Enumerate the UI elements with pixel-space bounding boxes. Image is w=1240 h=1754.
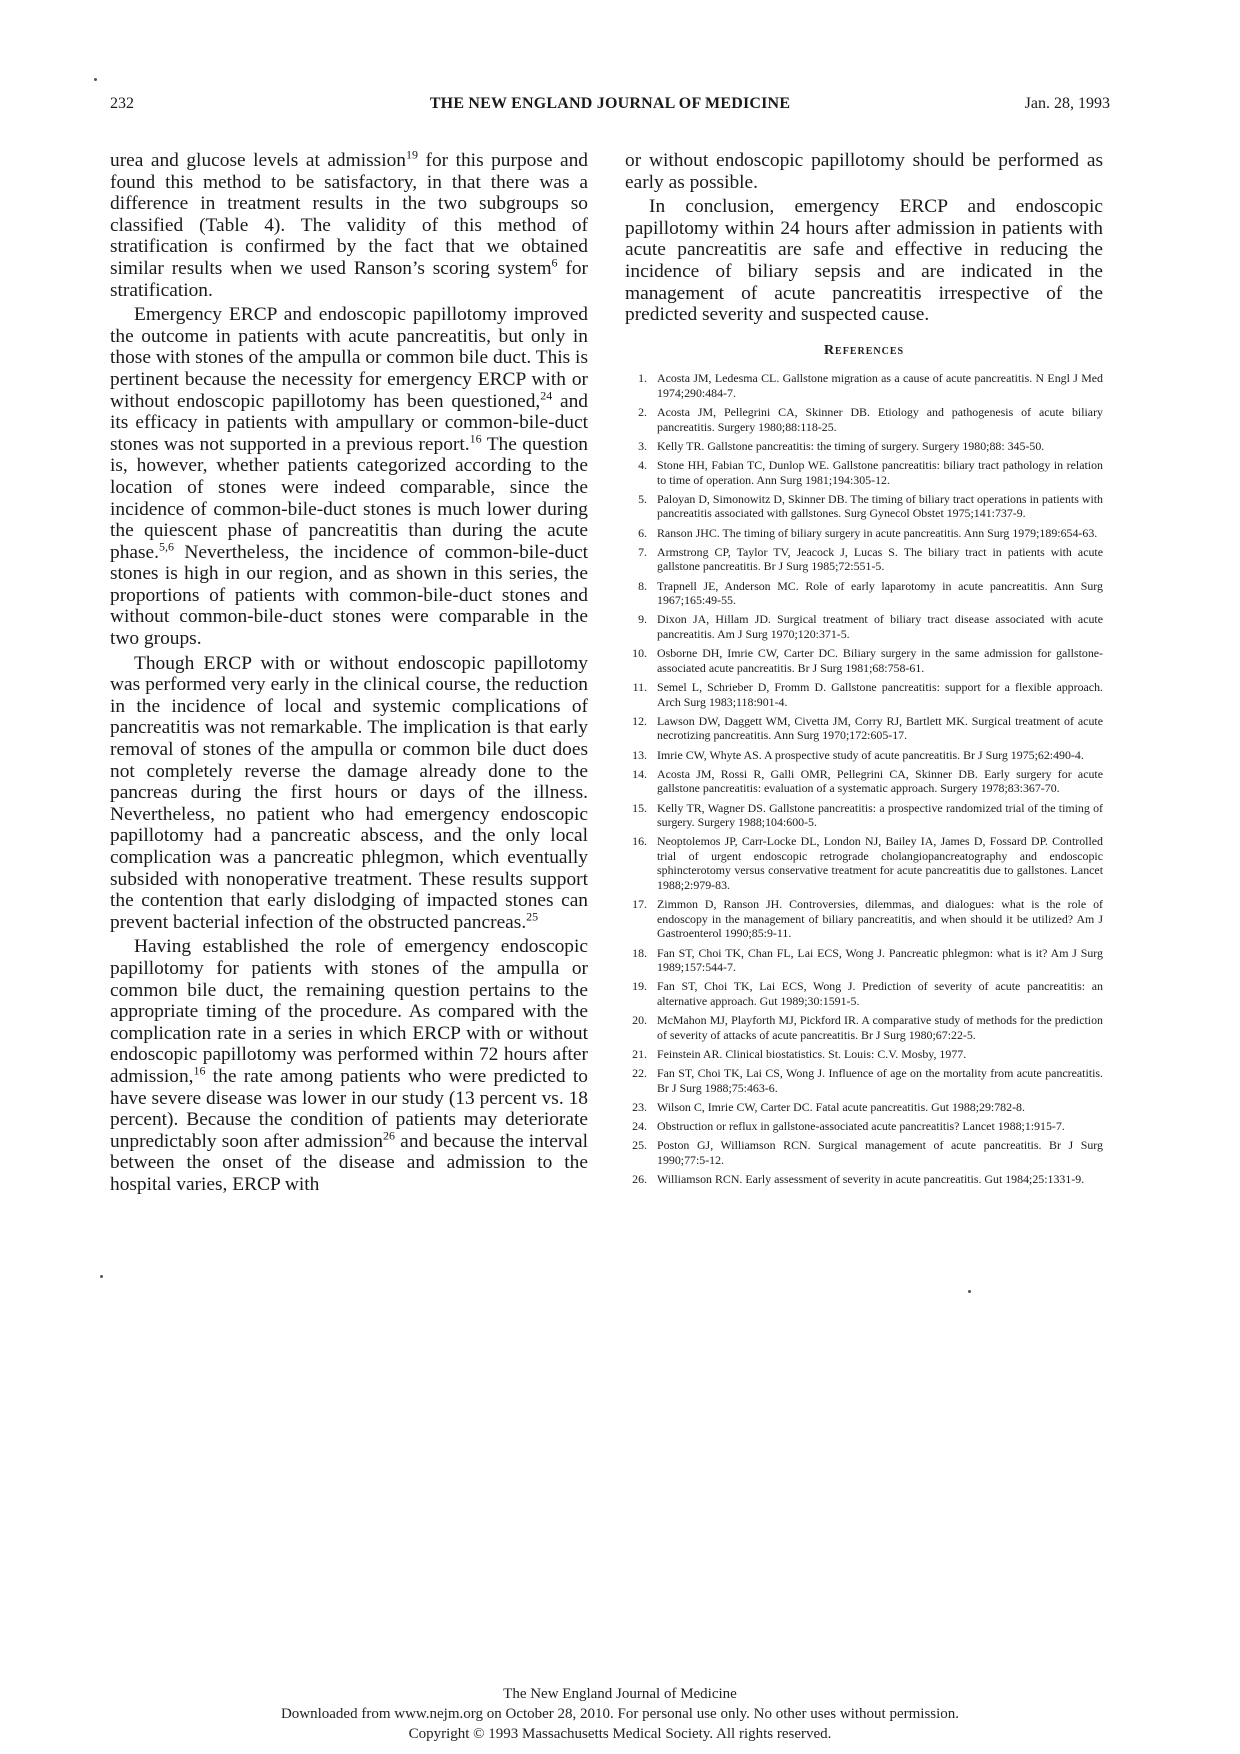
footer-journal: The New England Journal of Medicine xyxy=(503,1686,737,1702)
reference-text: Paloyan D, Simonowitz D, Skinner DB. The timing of biliary tract operations in patients with pancreatitis associated with gallstones. Surg Gynecol Obstet 1975;141:737-9. xyxy=(657,491,1103,521)
reference-text: Wilson C, Imrie CW, Carter DC. Fatal acute pancreatitis. Gut 1988;29:782-8. xyxy=(657,1099,1025,1114)
reference-number: 20. xyxy=(632,1013,647,1028)
scan-speck xyxy=(100,1275,103,1278)
reference-item xyxy=(625,714,1103,743)
citation: 24 xyxy=(540,388,553,403)
page-number: 232 xyxy=(110,95,134,112)
reference-text: Semel L, Schrieber D, Fromm D. Gallstone pancreatitis: support for a flexible approach. Arch Surg 1983;118:901-4. xyxy=(657,679,1103,709)
reference-text: Poston GJ, Williamson RCN. Surgical management of acute pancreatitis. Br J Surg 1990;77:5-12. xyxy=(657,1138,1103,1167)
reference-item xyxy=(625,748,1103,763)
reference-item xyxy=(625,979,1103,1008)
reference-list xyxy=(625,371,1103,1186)
reference-number: 6. xyxy=(638,525,647,540)
reference-item xyxy=(625,1100,1103,1115)
reference-item xyxy=(625,1047,1103,1062)
paragraph: Having established the role of emergency endoscopic papillotomy for patients with stones of the ampulla or common bile duct, the remaining question pertains to the appropriate timing of the procedure. As compared with the complication rate in a series in which ERCP with or without endoscopic papillotomy was performed within 72 hours after admission,$^{16}$ the rate among patients who were predicted to have severe disease was lower in our study (13 percent vs. 18 percent). Because the condition of patients may deteriorate unpredictably soon after admission$^{26}$ and because the interval between the onset of the disease and admission to the hospital varies, ERCP with xyxy=(110,936,588,1195)
paragraph: Though ERCP with or without endoscopic papillotomy was performed very early in the clinical course, the reduction in the incidence of local and systemic complications of pancreatitis was not remarkable. The implication is that early removal of stones of the ampulla or common bile duct does not completely reverse the damage already done to the pancreas during the first hours or days of the illness. Nevertheless, no patient who had emergency endoscopic papillotomy had a pancreatic abscess, and the only local complication was a pancreatic phlegmon, which eventually subsided with nonoperative treatment. These results support the contention that early dislodging of impacted stones can prevent bacterial infection of the obstructed pancreas.$^{25}$ xyxy=(110,652,588,933)
reference-number: 26. xyxy=(632,1172,647,1187)
journal-title: THE NEW ENGLAND JOURNAL OF MEDICINE xyxy=(429,95,791,112)
reference-number: 22. xyxy=(632,1066,647,1081)
reference-item xyxy=(625,439,1103,454)
reference-text: McMahon MJ, Playforth MJ, Pickford IR. A comparative study of methods for the prediction of severity of attacks of acute pancreatitis. Br J Surg 1980;67:22-5. xyxy=(657,1013,1103,1042)
reference-text: Kelly TR, Wagner DS. Gallstone pancreatitis: a prospective randomized trial of the timing of surgery. Surgery 1988;104:600-5. xyxy=(657,800,1103,830)
citation: 16 xyxy=(193,1063,206,1078)
reference-number: 2. xyxy=(638,405,647,420)
reference-text: Acosta JM, Rossi R, Galli OMR, Pellegrini CA, Skinner DB. Early surgery for acute gallstone pancreatitis: evaluation of a systematic approach. Surgery 1978;83:367-70. xyxy=(657,766,1103,796)
citation: 6 xyxy=(551,255,558,270)
footer-copyright: Copyright © 1993 Massachusetts Medical Society. All rights reserved. xyxy=(408,1726,832,1742)
reference-item xyxy=(625,946,1103,975)
reference-text: Acosta JM, Ledesma CL. Gallstone migration as a cause of acute pancreatitis. N Engl J Med 1974;290:484-7. xyxy=(657,371,1103,400)
reference-text: Trapnell JE, Anderson MC. Role of early laparotomy in acute pancreatitis. Ann Surg 1967;165:49-55. xyxy=(657,578,1103,608)
reference-text: Osborne DH, Imrie CW, Carter DC. Biliary surgery in the same admission for gallstone-associated acute pancreatitis. Br J Surg 1981;68:758-61. xyxy=(657,646,1103,675)
paragraph: In conclusion, emergency ERCP and endoscopic papillotomy within 24 hours after admission in patients with acute pancreatitis are safe and effective in reducing the incidence of biliary sepsis and are indicated in the management of acute pancreatitis irrespective of the predicted severity and suspected cause. xyxy=(625,196,1103,326)
reference-item xyxy=(625,492,1103,521)
reference-item xyxy=(625,680,1103,709)
right-column xyxy=(625,150,1103,1191)
reference-number: 15. xyxy=(632,800,647,815)
reference-number: 10. xyxy=(632,646,647,661)
reference-number: 7. xyxy=(638,544,647,559)
left-column xyxy=(110,147,589,1196)
reference-text: Fan ST, Choi TK, Lai ECS, Wong J. Prediction of severity of acute pancreatitis: an alternative approach. Gut 1989;30:1591-5. xyxy=(657,979,1103,1008)
reference-text: Obstruction or reflux in gallstone-associated acute pancreatitis? Lancet 1988;1:915-7. xyxy=(657,1119,1065,1134)
reference-item xyxy=(625,1172,1103,1187)
citation: 16 xyxy=(469,431,482,446)
reference-item xyxy=(625,1013,1103,1042)
reference-number: 12. xyxy=(632,713,647,728)
reference-number: 13. xyxy=(632,747,647,762)
citation: 19 xyxy=(405,147,418,162)
reference-number: 19. xyxy=(632,979,647,994)
paragraph: Emergency ERCP and endoscopic papillotomy improved the outcome in patients with acute pancreatitis, but only in those with stones of the ampulla or common bile duct. This is pertinent because the necessity for emergency ERCP with or without endoscopic papillotomy has been questioned,$^{24}$ and its efficacy in patients with ampullary or common-bile-duct stones was not supported in a previous report.$^{16}$ The question is, however, whether patients categorized according to the location of stones were indeed comparable, since the incidence of common-bile-duct stones is much lower during the quiescent phase of pancreatitis than during the acute phase.$^{5,6}$ Nevertheless, the incidence of common-bile-duct stones is high in our region, and as shown in this series, the proportions of patients with common-bile-duct stones and without common-bile-duct stones were comparable in the two groups. xyxy=(110,304,589,650)
reference-text: Neoptolemos JP, Carr-Locke DL, London NJ, Bailey IA, James D, Fossard DP. Controlled trial of urgent endoscopic retrograde cholangiopancreatography and endoscopic sphincterotomy versus conservative treatment for acute pancreatitis due to gallstones. Lancet 1988;2:979-83. xyxy=(657,834,1103,893)
reference-text: Kelly TR. Gallstone pancreatitis: the timing of surgery. Surgery 1980;88: 345-50. xyxy=(657,438,1045,453)
reference-item xyxy=(625,405,1103,434)
reference-text: Lawson DW, Daggett WM, Civetta JM, Corry RJ, Bartlett MK. Surgical treatment of acute necrotizing pancreatitis. Ann Surg 1970;172:605-17. xyxy=(657,713,1103,743)
reference-number: 18. xyxy=(632,945,647,960)
reference-text: Dixon JA, Hillam JD. Surgical treatment of biliary tract disease associated with acute pancreatitis. Am J Surg 1970;120:371-5. xyxy=(657,612,1103,641)
reference-item xyxy=(625,646,1103,675)
paragraph: or without endoscopic papillotomy should be performed as early as possible. xyxy=(625,150,1103,193)
reference-item xyxy=(625,612,1103,641)
reference-text: Imrie CW, Whyte AS. A prospective study of acute pancreatitis. Br J Surg 1975;62:490-4. xyxy=(657,747,1084,762)
reference-item xyxy=(625,545,1103,574)
reference-text: Feinstein AR. Clinical biostatistics. St. Louis: C.V. Mosby, 1977. xyxy=(657,1046,967,1061)
reference-text: Fan ST, Choi TK, Chan FL, Lai ECS, Wong J. Pancreatic phlegmon: what is it? Am J Surg 1989;157:544-7. xyxy=(657,945,1103,975)
reference-text: Fan ST, Choi TK, Lai CS, Wong J. Influence of age on the mortality from acute pancreatitis. Br J Surg 1988;75:463-6. xyxy=(657,1066,1103,1095)
reference-number: 14. xyxy=(632,766,647,781)
reference-number: 4. xyxy=(638,458,647,473)
citation: 26 xyxy=(382,1128,395,1143)
reference-text: Zimmon D, Ranson JH. Controversies, dilemmas, and dialogues: what is the role of endoscopy in the management of biliary pancreatitis, and when should it be utilized? Am J Gastroenterol 1990;85:9-11. xyxy=(657,897,1103,941)
reference-number: 8. xyxy=(638,578,647,593)
reference-number: 5. xyxy=(638,491,647,506)
references-heading: References xyxy=(823,342,905,358)
reference-number: 3. xyxy=(638,438,647,453)
reference-item xyxy=(625,1119,1103,1134)
reference-number: 9. xyxy=(638,612,647,627)
issue-date: Jan. 28, 1993 xyxy=(1024,95,1110,112)
reference-text: Armstrong CP, Taylor TV, Jeacock J, Lucas S. The biliary tract in patients with acute gallstone pancreatitis. Br J Surg 1985;72:551-5. xyxy=(657,544,1103,574)
reference-item xyxy=(625,767,1103,796)
reference-number: 11. xyxy=(632,679,647,694)
footer-download-notice: Downloaded from www.nejm.org on October 28, 2010. For personal use only. No other uses without permission. xyxy=(280,1706,960,1722)
reference-text: Stone HH, Fabian TC, Dunlop WE. Gallstone pancreatitis: biliary tract pathology in relation to time of operation. Ann Surg 1981;194:305-12. xyxy=(657,458,1103,487)
reference-number: 17. xyxy=(632,897,647,912)
reference-item xyxy=(625,579,1103,608)
reference-number: 23. xyxy=(632,1099,647,1114)
reference-number: 24. xyxy=(632,1119,647,1134)
reference-item xyxy=(625,1066,1103,1095)
reference-text: Acosta JM, Pellegrini CA, Skinner DB. Etiology and pathogenesis of acute biliary pancreatitis. Surgery 1980;88:118-25. xyxy=(657,405,1103,434)
running-header xyxy=(110,95,1110,121)
reference-item xyxy=(625,526,1103,541)
paragraph: urea and glucose levels at admission$^{19}$ for this purpose and found this method to be satisfactory, in that there was a difference in treatment results in the two subgroups so classified (Table 4). The validity of this method of stratification is confirmed by the fact that we obtained similar results when we used Ranson’s scoring system$^6$ for stratification. xyxy=(110,147,589,301)
scan-speck xyxy=(968,1290,971,1293)
citation: 5,6 xyxy=(159,539,174,554)
reference-number: 25. xyxy=(632,1138,647,1153)
reference-text: Williamson RCN. Early assessment of severity in acute pancreatitis. Gut 1984;25:1331-9. xyxy=(657,1172,1085,1187)
scan-speck xyxy=(94,78,97,81)
reference-item xyxy=(625,834,1103,892)
reference-item xyxy=(625,801,1103,830)
reference-item xyxy=(625,1138,1103,1167)
reference-item xyxy=(625,458,1103,487)
reference-number: 1. xyxy=(638,371,647,386)
reference-number: 21. xyxy=(632,1046,647,1061)
reference-item xyxy=(625,371,1103,400)
citation: 25 xyxy=(526,909,539,924)
reference-number: 16. xyxy=(632,834,647,849)
reference-text: Ranson JHC. The timing of biliary surgery in acute pancreatitis. Ann Surg 1979;189:654-63. xyxy=(657,525,1098,540)
reference-item xyxy=(625,897,1103,941)
